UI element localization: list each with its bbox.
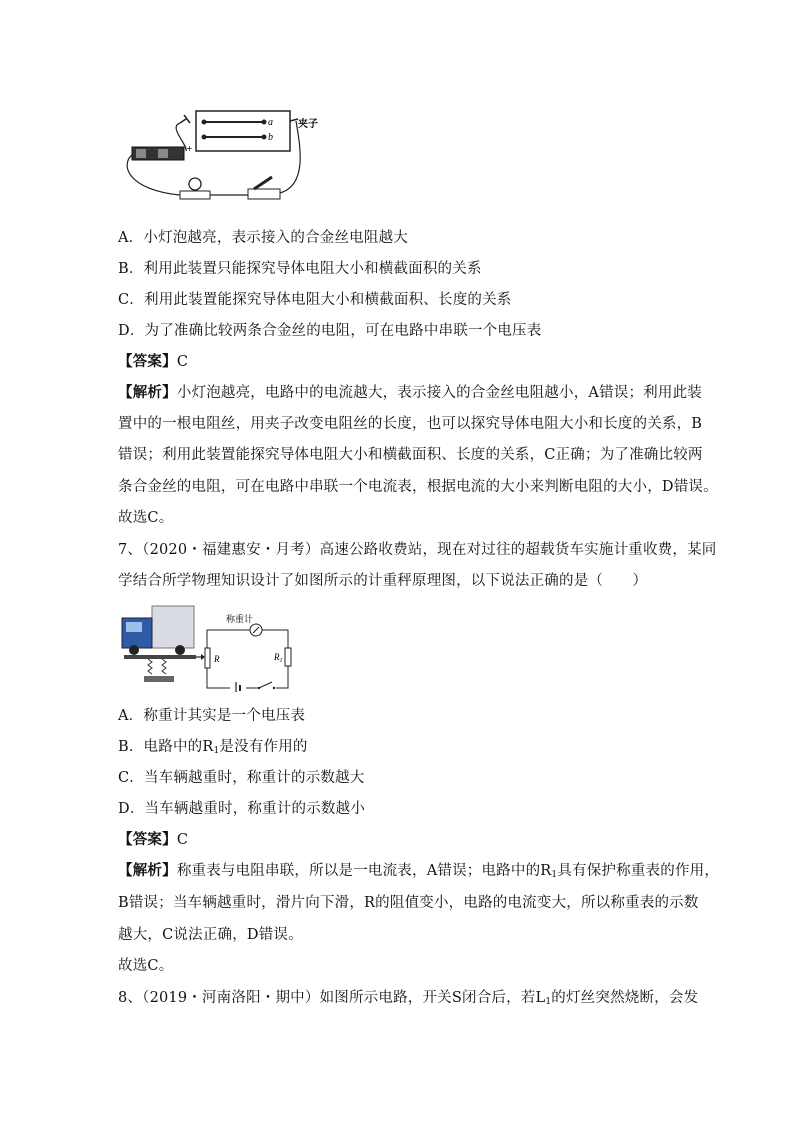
q6-option-d: D．为了准确比较两条合金丝的电阻，可在电路中串联一个电压表: [118, 323, 542, 339]
svg-text:R1: $R_1$: [274, 652, 283, 664]
answer-value: C: [176, 354, 189, 370]
scale-platform: [124, 655, 196, 659]
truck-scale-circuit-figure: [118, 602, 293, 692]
analysis-tag: 【解析】: [118, 862, 177, 879]
q7-analysis-line-1: 【解析】称重表与电阻串联，所以是一电流表，A错误；电路中的$R_1$具有保护称重表的作用，: [118, 862, 720, 880]
bulb-base: [180, 191, 210, 199]
answer-tag: 【答案】: [118, 831, 177, 848]
alloy-wire-circuit-figure: [118, 105, 338, 210]
q6-analysis-line-1: 【解析】小灯泡越亮，电路中的电流越大，表示接入的合金丝电阻越小，A错误；利用此装: [118, 384, 702, 401]
label-clip: 夹子: [298, 119, 318, 130]
q7-answer: [118, 830, 188, 850]
wire-board: [196, 111, 290, 151]
svg-text:R: R: [214, 654, 220, 664]
label-a: a: [268, 117, 273, 128]
q6-answer: [118, 352, 188, 372]
q7-stem-line-1: 7、（2020・福建惠安・月考）高速公路收费站，现在对过往的超载货车实施计重收费，某同: [118, 542, 717, 558]
q7-option-d: D．当车辆越重时，称重计的示数越小: [118, 801, 366, 817]
q6-analysis-line-3: 错误；利用此装置能探究导体电阻大小和横截面积、长度的关系，C正确；为了准确比较两: [118, 447, 703, 463]
q6-option-c: C．利用此装置能探究导体电阻大小和横截面积、长度的关系: [118, 292, 512, 308]
meter-label: 称重计: [226, 615, 254, 625]
q7-option-b: B．电路中的$R_1$是没有作用的: [118, 739, 308, 756]
truck-wheel-rear: [175, 645, 185, 655]
switch-base: [248, 189, 280, 199]
q8-stem-line-1: 8、（2019・河南洛阳・期中）如图所示电路，开关S闭合后，若$L_1$的灯丝突然烧断，会发: [118, 990, 699, 1007]
scale-base: [144, 676, 174, 682]
truck-wheel-front: [129, 645, 139, 655]
q7-analysis-line-3: 越大，C说法正确，D错误。: [118, 927, 303, 943]
q6-option-b: B．利用此装置只能探究导体电阻大小和横截面积的关系: [118, 261, 482, 277]
analysis-tag: 【解析】: [118, 384, 177, 401]
q6-analysis-line-2: 置中的一根电阻丝，用夹子改变电阻丝的长度，也可以探究导体电阻大小和长度的关系，B: [118, 416, 703, 432]
q6-conclusion: 故选C。: [118, 510, 174, 526]
truck-cargo: [152, 606, 194, 648]
q7-conclusion: 故选C。: [118, 958, 174, 974]
q7-stem-line-2: 学结合所学物理知识设计了如图所示的计重秤原理图，以下说法正确的是（ ）: [118, 573, 648, 589]
answer-tag: 【答案】: [118, 353, 177, 370]
q7-option-c: C．当车辆越重时，称重计的示数越大: [118, 770, 365, 786]
q7-analysis-line-2: B错误；当车辆越重时，滑片向下滑，R的阻值变小，电路的电流变大，所以称重表的示数: [118, 895, 699, 911]
q6-option-a: A．小灯泡越亮，表示接入的合金丝电阻越大: [118, 230, 408, 246]
resistor-r: [205, 648, 210, 668]
answer-value: C: [176, 832, 189, 848]
label-b: b: [268, 132, 273, 143]
bulb-icon: [189, 178, 201, 190]
resistor-r1: [285, 648, 291, 666]
q7-option-a: A．称重计其实是一个电压表: [118, 708, 306, 724]
q6-analysis-line-4: 条合金丝的电阻，可在电路中串联一个电流表，根据电流的大小来判断电阻的大小，D错误。: [118, 479, 718, 495]
svg-text:+: +: [186, 144, 193, 153]
